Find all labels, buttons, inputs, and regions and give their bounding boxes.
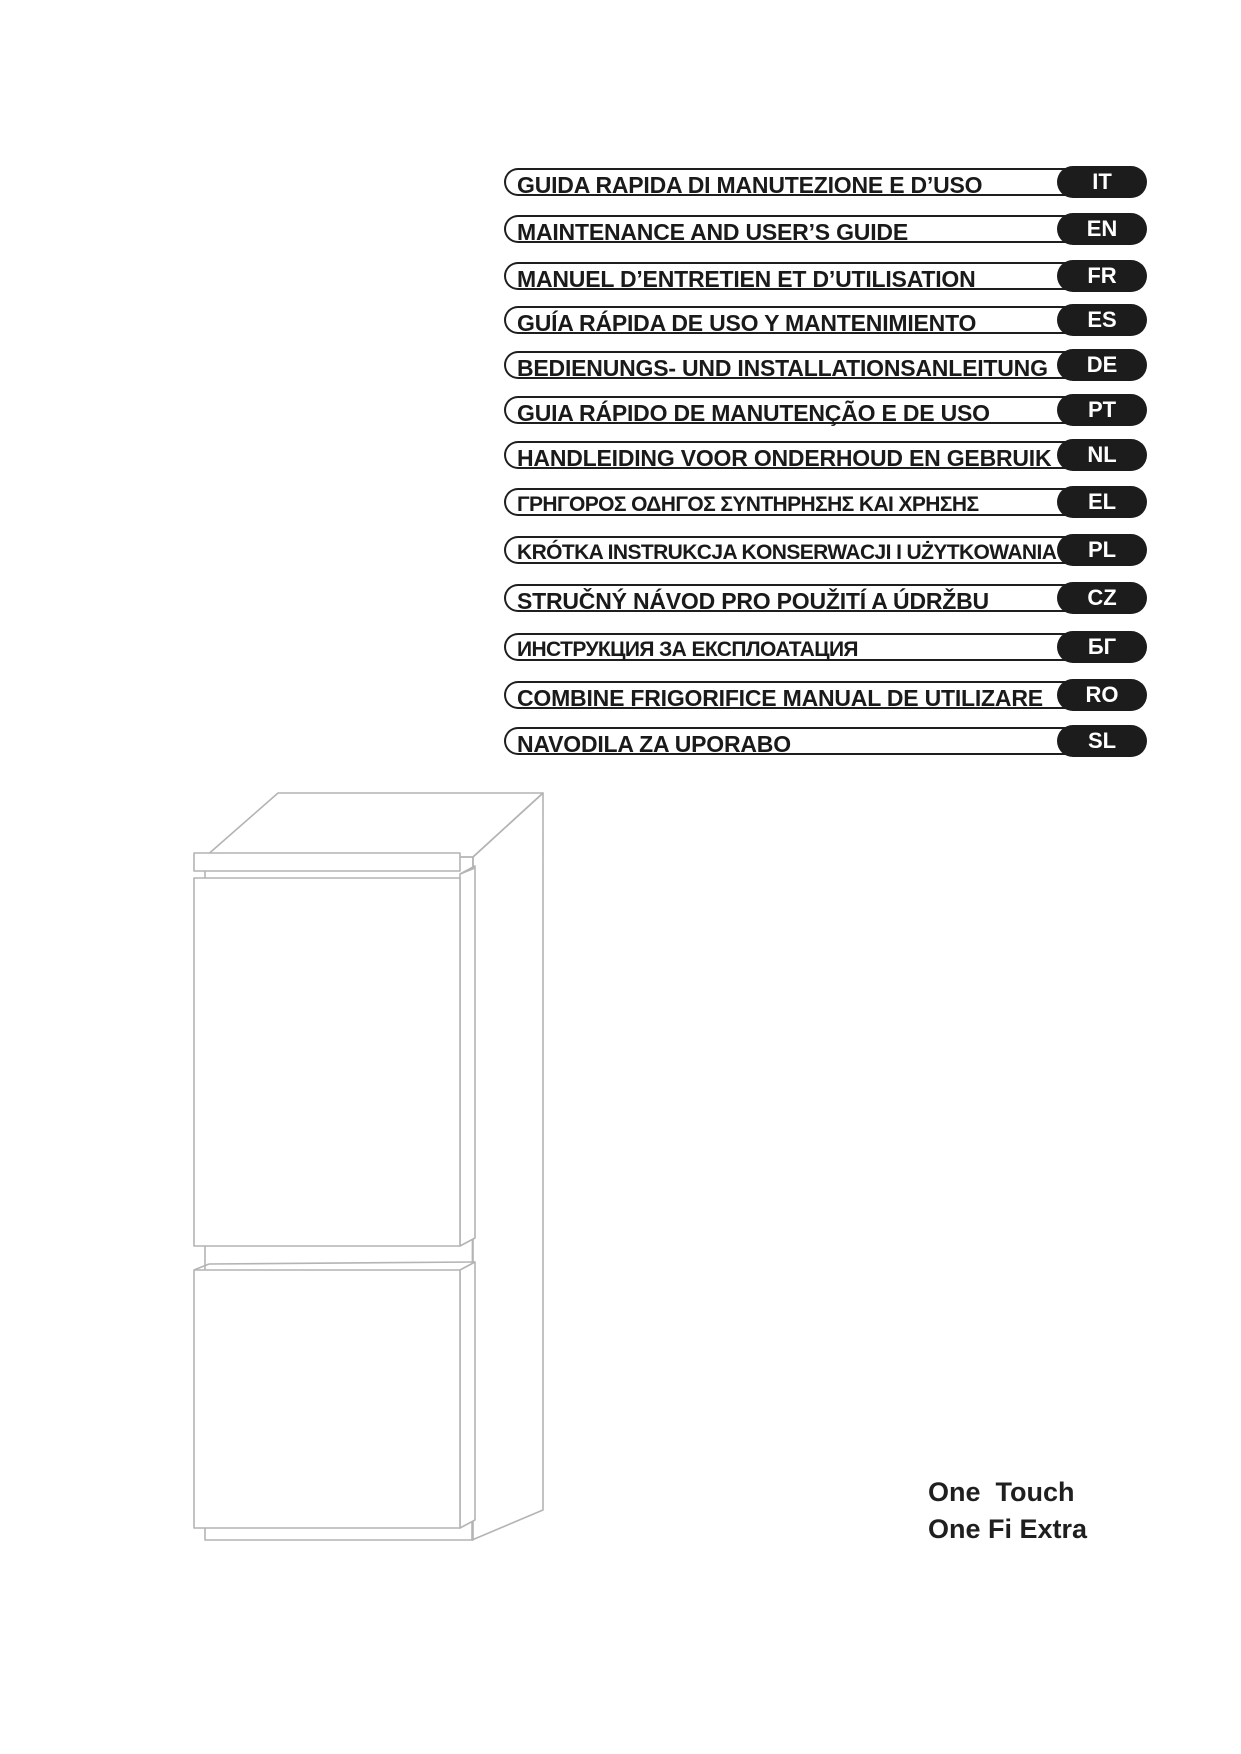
guide-title-frame (504, 215, 1104, 243)
lower-door-lip (194, 1264, 209, 1270)
language-code-badge: RO (1057, 679, 1147, 711)
language-code-badge: IT (1057, 166, 1147, 198)
guide-title-frame (504, 396, 1104, 424)
language-code-badge: CZ (1057, 582, 1147, 614)
model-name: One Touch (928, 1477, 1075, 1507)
guide-row-pt (504, 394, 1147, 426)
guide-row-sl (504, 725, 1147, 757)
guide-title-frame (504, 633, 1104, 661)
guide-title-frame (504, 488, 1104, 516)
guide-title: BEDIENUNGS- UND INSTALLATIONSANLEITUNG (517, 355, 1048, 381)
guide-row-it (504, 166, 1147, 198)
guide-title-frame (504, 681, 1104, 709)
guide-title-frame (504, 536, 1104, 564)
guide-title: GUIA RÁPIDO DE MANUTENÇÃO E DE USO (517, 400, 990, 426)
lower-door-edge (460, 1262, 475, 1528)
guide-title-frame (504, 584, 1104, 612)
guide-row-pl (504, 534, 1147, 566)
language-code-badge: EL (1057, 486, 1147, 518)
guide-title: GUÍA RÁPIDA DE USO Y MANTENIMIENTO (517, 310, 977, 336)
guide-row-fr (504, 260, 1147, 292)
language-code-badge: PL (1057, 534, 1147, 566)
lower-door-lip-top (209, 1262, 475, 1264)
guide-title-frame (504, 441, 1104, 469)
upper-door-edge (460, 866, 475, 1246)
language-code-badge: SL (1057, 725, 1147, 757)
guide-row-en (504, 213, 1147, 245)
guide-row-el (504, 486, 1147, 518)
language-code-badge: DE (1057, 349, 1147, 381)
top-trim-strip (194, 853, 460, 871)
guide-row-es (504, 304, 1147, 336)
language-code-badge: FR (1057, 260, 1147, 292)
guide-title-frame (504, 727, 1104, 755)
lower-door (194, 1270, 460, 1528)
upper-door (194, 878, 460, 1246)
guide-title: HANDLEIDING VOOR ONDERHOUD EN GEBRUIK (517, 445, 1052, 471)
guide-title: STRUČNÝ NÁVOD PRO POUŽITÍ A ÚDRŽBU (517, 588, 989, 614)
guide-title: MANUEL D’ENTRETIEN ET D’UTILISATION (517, 266, 976, 292)
guide-title: ИНСТРУКЦИЯ ЗА ЕКСПЛОАТАЦИЯ (517, 638, 858, 661)
guide-title: GUIDA RAPIDA DI MANUTEZIONE E D’USO (517, 172, 983, 198)
guide-row-de (504, 349, 1147, 381)
cabinet-side-face (472, 793, 543, 1540)
guide-row-bg (504, 631, 1147, 663)
language-code-badge: EN (1057, 213, 1147, 245)
model-names (928, 1474, 1087, 1548)
guide-title: COMBINE FRIGORIFICE MANUAL DE UTILIZARE (517, 685, 1043, 711)
language-code-badge: БГ (1057, 631, 1147, 663)
guide-title-frame (504, 306, 1104, 334)
language-code-badge: NL (1057, 439, 1147, 471)
guide-title-frame (504, 168, 1104, 196)
guide-title: MAINTENANCE AND USER’S GUIDE (517, 219, 908, 245)
guide-title: KRÓTKA INSTRUKCJA KONSERWACJI I UŻYTKOWANIA (517, 541, 1057, 564)
guide-title-frame (504, 351, 1104, 379)
guide-row-nl (504, 439, 1147, 471)
language-code-badge: ES (1057, 304, 1147, 336)
model-name: One Fi Extra (928, 1514, 1088, 1544)
guide-title-frame (504, 262, 1104, 290)
guide-row-cz (504, 582, 1147, 614)
language-code-badge: PT (1057, 394, 1147, 426)
guide-row-ro (504, 679, 1147, 711)
guide-title: ΓΡΗΓΟΡΟΣ ΟΔΗΓΟΣ ΣΥΝΤΗΡΗΣΗΣ ΚΑΙ ΧΡΗΣΗΣ (517, 493, 979, 516)
fridge-illustration (190, 790, 560, 1550)
guide-title: NAVODILA ZA UPORABO (517, 731, 791, 757)
cabinet-top-face (205, 793, 543, 857)
